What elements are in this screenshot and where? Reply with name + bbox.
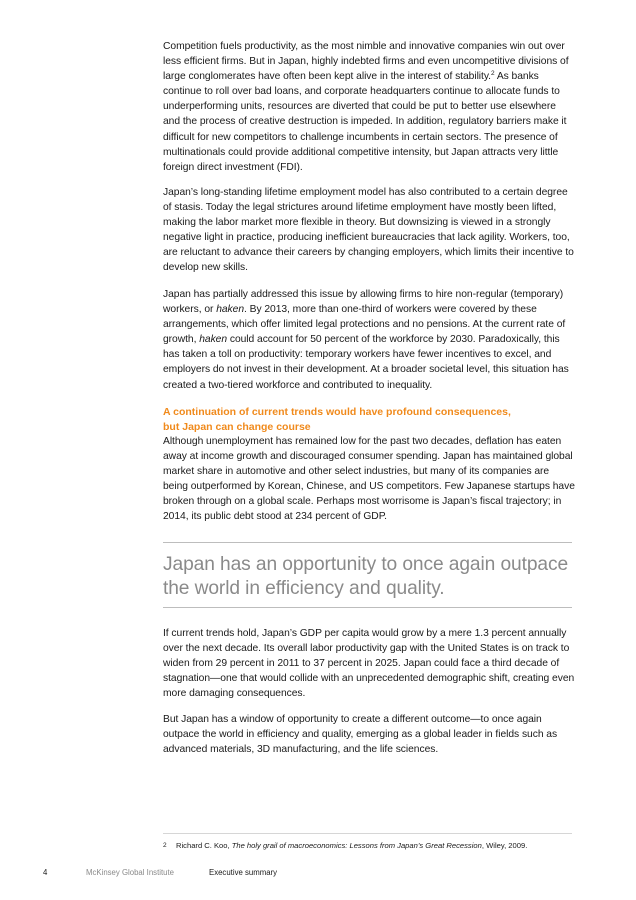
footnote-reference[interactable]: 2	[491, 70, 495, 78]
footnote-author: Richard C. Koo,	[176, 841, 232, 850]
page-number: 4	[43, 868, 48, 877]
paragraph-text: Japan has partially addressed this issue by allowing firms to hire non-regular (temporary) workers, or	[163, 289, 564, 316]
footnote	[163, 841, 575, 851]
footer-section: Executive summary	[209, 868, 278, 877]
pullquote: Japan has an opportunity to once again outpace the world in efficiency and quality.	[163, 554, 569, 599]
paragraph-gdp-projection: If current trends hold, Japan’s GDP per capita would grow by a mere 1.3 percent annually over the next decade. Its overall labor productivity gap with the United States is on track to widen from 29 percent in 2011 to 37 percent in 2025. Japan could face a third decade of stagnation—one that would collide with an unprecedented demographic shift, creating even more damaging consequences.	[163, 628, 575, 700]
paragraph-opportunity: But Japan has a window of opportunity to create a different outcome—to once again outpace the world in efficiency and quality, emerging as a global leader in fields such as advanced materials, 3D manufacturing, and the life sciences.	[163, 714, 558, 756]
footnote-title: The holy grail of macroeconomics: Lessons from Japan’s Great Recession	[231, 841, 482, 850]
paragraph-text: Competition fuels productivity, as the most nimble and innovative companies win out over less efficient firms. But in Japan, highly indebted firms and even uncompetitive divisions of large conglomerates have often been kept alive in the interest of stability.	[163, 41, 569, 83]
emphasis-term: haken	[216, 304, 244, 316]
footnote-number: 2	[163, 842, 167, 849]
emphasis-term: haken	[199, 334, 228, 346]
paragraph-text: As banks continue to roll over bad loans, and corporate headquarters continue to allocate funds to underperforming units, resources are diverted that could be put to better use elsewhere and the process of creative destruction is impeded. In addition, regulatory barriers make it difficult for new competitors to challenge incumbents in certain sectors. The presence of multinationals could provide additional competitive intensity, but Japan attracts very little foreign direct investment (FDI).	[163, 71, 567, 173]
paragraph-competition	[163, 39, 575, 175]
section-heading	[163, 405, 575, 434]
footer-publisher: McKinsey Global Institute	[86, 868, 174, 877]
section-heading-line: A continuation of current trends would have profound consequences,	[163, 406, 511, 418]
pullquote-bottom-rule	[163, 607, 572, 608]
paragraph-haken	[163, 287, 575, 393]
paragraph-lifetime-employment: Japan’s long-standing lifetime employment model has also contributed to a certain degree of stasis. Today the legal strictures around lifetime employment have mostly been lifted, making the labor market more flexible in theory. But downsizing is viewed in a strongly negative light in practice, producing inefficient bureaucracies that lack agility. Workers, too, are reluctant to advance their careers by changing employers, which limits their incentive to develop new skills.	[163, 187, 574, 274]
footnote-divider	[163, 833, 572, 834]
paragraph-text: . By 2013, more than one-third of workers were covered by these arrangements, which offer limited legal protections and no pensions. At the current rate of growth,	[163, 304, 566, 346]
section-heading-line: but Japan can change course	[163, 420, 311, 433]
pullquote-top-rule	[163, 542, 572, 543]
footnote-publisher: , Wiley, 2009.	[481, 841, 528, 850]
paragraph-current-trends: Although unemployment has remained low for the past two decades, deflation has eaten away at income growth and discouraged consumer spending. Japan has maintained global market share in automotive and other select industries, but many of its companies are being outperformed by Korean, Chinese, and US competitors. Few Japanese startups have broken through on a global scale. Perhaps most worrisome is Japan’s fiscal trajectory; in 2014, its public debt stood at 234 percent of GDP.	[163, 436, 575, 523]
paragraph-text: could account for 50 percent of the workforce by 2030. Paradoxically, this has taken a toll on productivity: temporary workers have fewer incentives to excel, and employers do not invest in their development. At a broader societal level, this situation has created a two-tiered workforce and contributed to inequality.	[163, 334, 569, 391]
